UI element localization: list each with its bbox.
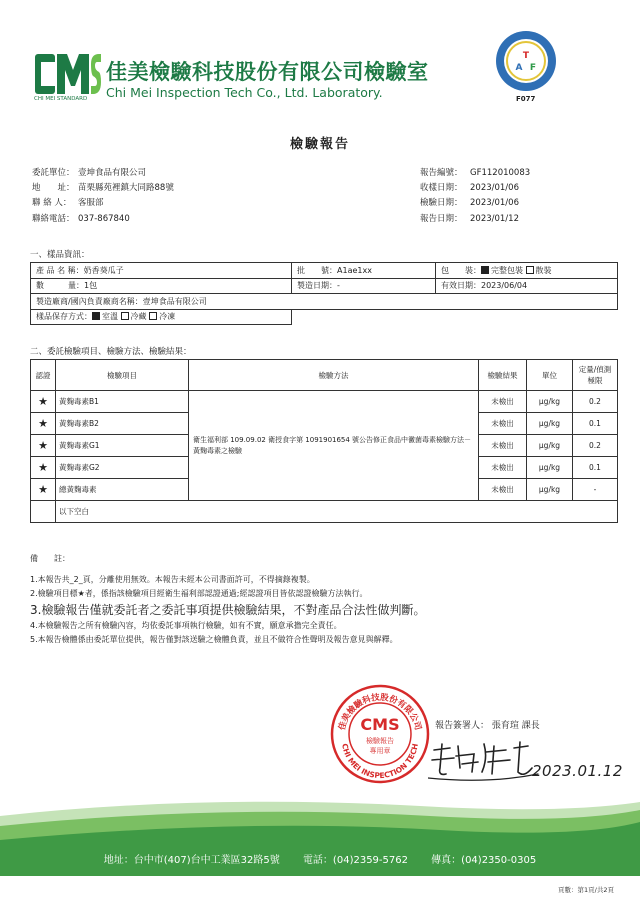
test-result: 未檢出 (479, 457, 527, 479)
client-phone-label: 聯絡電話： (32, 213, 75, 224)
exp-date-value: 2023/06/04 (481, 281, 528, 291)
exp-date-cell (436, 278, 618, 294)
note-item: 5.本報告檢體係由委託單位提供，報告僅對該送驗之檢體負責，並且不做符合性聲明及報告意見與解釋。 (30, 635, 398, 644)
footer-phone: 電話：(04)2359-5762 (302, 855, 408, 866)
test-limit: 0.1 (573, 413, 618, 435)
storage-frozen-label: 冷凍 (159, 312, 176, 322)
batch-label: 批 號： (297, 265, 337, 275)
client-info (32, 166, 174, 227)
taf-accreditation-seal-icon (495, 30, 557, 92)
maker-label: 製造廠商/國內負責廠商名稱： (36, 296, 143, 306)
test-item: 黃麴毒素G2 (56, 457, 189, 479)
report-date-value: 2023/01/12 (470, 213, 519, 224)
product-label: 產 品 名 稱： (36, 265, 84, 275)
header-method: 檢驗方法 (189, 360, 479, 391)
cert-star: ★ (31, 457, 56, 479)
signature-date: 2023.01.12 (532, 762, 623, 780)
company-name-en: Chi Mei Inspection Tech Co., Ltd. Laboratory. (106, 85, 383, 100)
company-name-zh: 佳美檢驗科技股份有限公司檢驗室 (106, 60, 429, 84)
cert-star: ★ (31, 413, 56, 435)
inspection-seal-icon (330, 684, 430, 784)
sample-row-2 (31, 278, 618, 294)
client-contact-row (32, 196, 174, 211)
tested-date-label: 檢驗日期： (420, 198, 463, 209)
storage-room-label: 室溫 (102, 312, 118, 322)
mfg-date-cell (292, 278, 436, 294)
signer-title: 課長 (521, 721, 540, 731)
test-limit: - (573, 479, 618, 501)
received-date-row (420, 181, 530, 196)
client-address-label: 地 址： (32, 183, 75, 194)
seal-center-line1: 檢驗報告 (366, 737, 394, 745)
report-meta (420, 166, 530, 227)
svg-text:T: T (522, 51, 530, 61)
package-cell (436, 263, 618, 279)
product-value: 奶香葵瓜子 (83, 265, 124, 275)
cert-star: ★ (31, 435, 56, 457)
note-item: 4.本檢驗報告之所有檢驗內容，均依委託事項執行檢驗，如有不實，願意承擔完全責任。 (30, 620, 342, 630)
signer-label: 報告簽署人： (435, 721, 490, 731)
test-result: 未檢出 (479, 479, 527, 501)
table-row (31, 391, 618, 413)
received-date-value: 2023/01/06 (470, 183, 519, 194)
notes-heading: 備 註： (30, 554, 70, 563)
test-header-row (31, 360, 618, 391)
report-no-row (420, 166, 530, 181)
test-unit: μg/kg (527, 435, 573, 457)
header-item: 檢驗項目 (56, 360, 189, 391)
storage-fridge-checkbox (121, 312, 129, 320)
seal-ring-bottom: CHI MEI INSPECTION TECH (340, 742, 420, 781)
sample-info-table (30, 262, 618, 325)
sample-row-1 (31, 263, 618, 279)
cert-star: ★ (31, 391, 56, 413)
quantity-value: 1包 (84, 281, 98, 291)
test-limit: 0.2 (573, 391, 618, 413)
client-unit-value: 壹坤食品有限公司 (78, 168, 147, 178)
client-phone-row (32, 212, 174, 227)
storage-cell (31, 309, 292, 325)
test-item: 總黃麴毒素 (56, 479, 189, 501)
product-cell (31, 263, 292, 279)
storage-label: 樣品保存方式： (36, 312, 92, 322)
test-unit: μg/kg (527, 457, 573, 479)
page-number: 頁數：第1頁/共2頁 (558, 886, 614, 894)
note-item: 3.檢驗報告僅就委託者之委託事項提供檢驗結果，不對產品合法性做判斷。 (30, 602, 426, 617)
table-row (31, 501, 618, 523)
test-item: 黃麴毒素B2 (56, 413, 189, 435)
mfg-date-label: 製造日期： (297, 281, 337, 291)
client-contact-value: 客服部 (78, 198, 104, 209)
package-bulk-checkbox (526, 266, 534, 274)
batch-value: A1ae1xx (337, 265, 372, 275)
sample-row-3 (31, 294, 618, 310)
package-bulk-label: 散裝 (535, 265, 552, 275)
blank-cert-cell (31, 501, 56, 523)
quantity-label: 數 量： (36, 281, 84, 291)
signer-line (435, 718, 540, 731)
svg-text:A: A (515, 63, 523, 73)
blank-note: 以下空白 (56, 501, 618, 523)
header-unit: 單位 (527, 360, 573, 391)
footer-fax: 傳真：(04)2350-0305 (431, 855, 537, 866)
tests-section-title: 二、委託檢驗項目、檢驗方法、檢驗結果： (30, 347, 192, 357)
maker-value: 壹坤食品有限公司 (142, 296, 207, 306)
cms-logo-icon (35, 50, 101, 98)
client-unit-label: 委託單位： (32, 168, 75, 178)
test-item: 黃麴毒素G1 (56, 435, 189, 457)
footer-address: 地址：台中市(407)台中工業區32路5號 (103, 855, 280, 866)
sample-section-title: 一、樣品資訊： (30, 250, 90, 260)
report-date-label: 報告日期： (420, 213, 463, 224)
taf-code: F077 (516, 95, 536, 103)
footer-contact (0, 851, 640, 866)
test-unit: μg/kg (527, 479, 573, 501)
test-result: 未檢出 (479, 391, 527, 413)
logo-subtitle: CHI MEI STANDARD (34, 96, 88, 102)
header-result: 檢驗結果 (479, 360, 527, 391)
cert-star: ★ (31, 479, 56, 501)
storage-fridge-label: 冷藏 (130, 312, 147, 322)
received-date-label: 收樣日期： (420, 183, 463, 194)
package-full-label: 完整包裝 (491, 265, 523, 275)
test-results-table (30, 359, 618, 523)
test-method: 衛生福利部 109.09.02 衛授食字第 1091901654 號公告修正食品中黴菌毒素檢驗方法－黃麴毒素之檢驗 (189, 391, 479, 501)
report-date-row (420, 212, 530, 227)
client-address-value: 苗栗縣苑裡鎮大同路88號 (78, 183, 174, 194)
signer-name: 張育瑄 (491, 721, 519, 731)
tested-date-value: 2023/01/06 (470, 198, 519, 209)
exp-date-label: 有效日期： (441, 281, 481, 291)
report-no-value: GF112010083 (470, 168, 531, 178)
seal-center-logo: CMS (360, 715, 400, 734)
batch-cell (292, 263, 436, 279)
report-no-label: 報告編號： (420, 168, 463, 178)
note-item: 2.檢驗項目標★者，係指該檢驗項目經衛生福利部認證通過;經認證項目皆依認證檢驗方法執行。 (30, 589, 368, 598)
test-limit: 0.1 (573, 457, 618, 479)
header-limit: 定量/偵測極限 (573, 360, 618, 391)
test-unit: μg/kg (527, 413, 573, 435)
test-unit: μg/kg (527, 391, 573, 413)
sample-row-4 (31, 309, 618, 325)
seal-center-line2: 專用章 (369, 747, 391, 755)
test-item: 黃麴毒素B1 (56, 391, 189, 413)
seal-ring-top: 佳美檢驗科技股份有限公司 (337, 692, 423, 732)
client-phone-value: 037-867840 (78, 213, 130, 224)
svg-text:F: F (529, 63, 537, 73)
notes (30, 552, 425, 648)
test-result: 未檢出 (479, 435, 527, 457)
quantity-cell (31, 278, 292, 294)
tested-date-row (420, 196, 530, 211)
mfg-date-value: - (337, 281, 340, 291)
client-contact-label: 聯 絡 人： (32, 198, 72, 209)
page-title: 檢驗報告 (289, 137, 350, 152)
client-address-row (32, 181, 174, 196)
maker-cell (31, 294, 618, 310)
storage-frozen-checkbox (149, 312, 157, 320)
test-result: 未檢出 (479, 413, 527, 435)
header-cert: 認證 (31, 360, 56, 391)
package-full-checkbox (481, 266, 489, 274)
client-unit-row (32, 166, 174, 181)
storage-room-checkbox (92, 312, 100, 320)
storage-empty-cell (292, 309, 618, 325)
test-limit: 0.2 (573, 435, 618, 457)
note-item: 1.本報告共_2_頁，分離使用無效。本報告未經本公司書面許可，不得摘錄複製。 (30, 574, 315, 584)
package-label: 包 裝： (441, 265, 481, 275)
